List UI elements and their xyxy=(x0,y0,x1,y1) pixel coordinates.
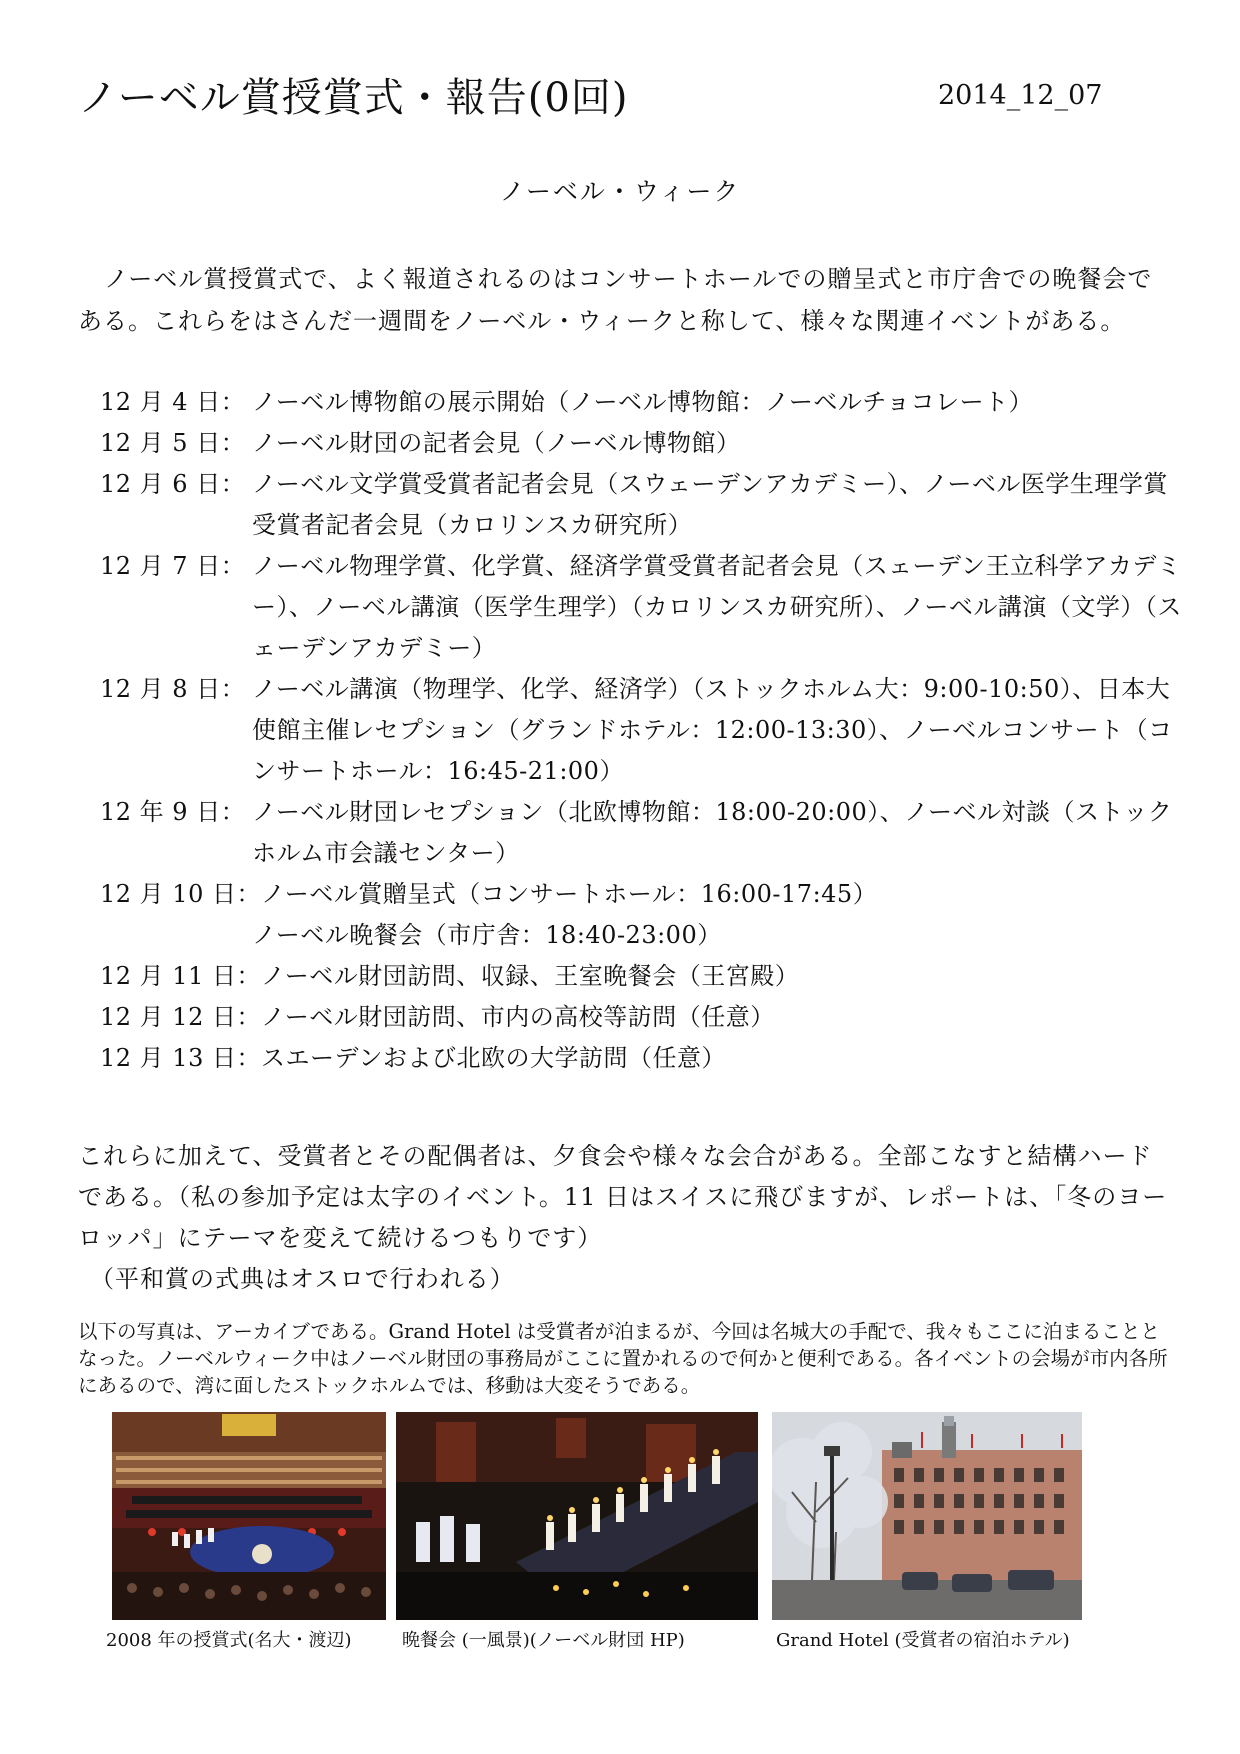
schedule-row xyxy=(100,423,1190,464)
intro-paragraph xyxy=(78,258,1168,342)
closing-text: これらに加えて、受賞者とその配偶者は、夕食会や様々な会合がある。全部こなすと結構ハードである。（私の参加予定は太字のイベント。11 日はスイスに飛びますが、レポートは、「冬のヨーロッパ」にテーマを変えて続けるつもりです） xyxy=(78,1142,1168,1252)
closing-paragraph xyxy=(78,1136,1168,1300)
schedule-event: ノーベル賞贈呈式（コンサートホール：16:00-17:45） xyxy=(260,880,878,908)
closing-note: （平和賞の式典はオスロで行われる） xyxy=(90,1265,515,1293)
schedule-event: ノーベル財団レセプション（北欧博物館：18:00-20:00）、ノーベル対談（ストックホルム市会議センター） xyxy=(252,798,1173,867)
schedule-event: ノーベル文学賞受賞者記者会見（スウェーデンアカデミー）、ノーベル医学生理学賞受賞者記者会見（カロリンスカ研究所） xyxy=(252,470,1168,539)
report-date: 2014_12_07 xyxy=(938,80,1103,111)
photo-note: 以下の写真は、アーカイブである。Grand Hotel は受賞者が泊まるが、今回は名城大の手配で、我々もここに泊まることとなった。ノーベルウィーク中はノーベル財団の事務局がここに置かれるので何かと便利である。各イベントの会場が市内各所にあるので、湾に面したストックホルムでは、移動は大変そうである。 xyxy=(78,1320,1168,1397)
schedule-row xyxy=(100,669,1190,792)
schedule-day: 12 月 8 日： xyxy=(100,675,246,703)
schedule-event: ノーベル財団訪問、収録、王室晩餐会（王宮殿） xyxy=(260,962,800,990)
schedule-row xyxy=(100,792,1190,874)
schedule-event: ノーベル財団の記者会見（ノーベル博物館） xyxy=(252,429,741,457)
schedule-day: 12 月 12 日： xyxy=(100,1003,261,1031)
schedule-row xyxy=(100,997,1190,1038)
award-ceremony-photo xyxy=(112,1412,386,1620)
award-ceremony-image xyxy=(112,1412,386,1620)
schedule-day: 12 月 4 日： xyxy=(100,388,246,416)
photo-caption: Grand Hotel (受賞者の宿泊ホテル) xyxy=(776,1630,1070,1651)
grand-hotel-image xyxy=(772,1412,1082,1620)
schedule-day: 12 月 6 日： xyxy=(100,470,246,498)
schedule-event: スエーデンおよび北欧の大学訪問（任意） xyxy=(260,1044,726,1072)
schedule-event: ノーベル財団訪問、市内の高校等訪問（任意） xyxy=(260,1003,775,1031)
schedule-day: 12 月 11 日： xyxy=(100,962,261,990)
schedule-row xyxy=(100,1038,1190,1079)
grand-hotel-photo xyxy=(772,1412,1082,1620)
schedule-day xyxy=(100,915,252,956)
schedule-day: 12 月 5 日： xyxy=(100,429,246,457)
schedule-day: 12 月 10 日： xyxy=(100,880,261,908)
schedule-day: 12 月 13 日： xyxy=(100,1044,261,1072)
schedule-event: ノーベル物理学賞、化学賞、経済学賞受賞者記者会見（スェーデン王立科学アカデミー）、ノーベル講演（医学生理学）（カロリンスカ研究所）、ノーベル講演（文学）（スェーデンアカデミー） xyxy=(252,552,1182,662)
schedule-row xyxy=(100,956,1190,997)
schedule-row xyxy=(100,874,1190,915)
schedule-day: 12 月 7 日： xyxy=(100,552,246,580)
banquet-photo xyxy=(396,1412,758,1620)
page-title: ノーベル賞授賞式・報告(0回) xyxy=(78,75,629,121)
banquet-image xyxy=(396,1412,758,1620)
schedule-row xyxy=(100,546,1190,669)
schedule-row xyxy=(100,382,1190,423)
intro-text: ノーベル賞授賞式で、よく報道されるのはコンサートホールでの贈呈式と市庁舎での晩餐会である。これらをはさんだ一週間をノーベル・ウィークと称して、様々な関連イベントがある。 xyxy=(78,265,1153,335)
section-heading: ノーベル・ウィーク xyxy=(499,177,741,206)
schedule-event: ノーベル晩餐会（市庁舎：18:40-23:00） xyxy=(252,921,722,949)
schedule-event: ノーベル講演（物理学、化学、経済学）（ストックホルム大：9:00-10:50）、日本大使館主催レセプション（グランドホテル：12:00-13:30）、ノーベルコンサート（コンサートホール：16:45-21:00） xyxy=(252,675,1173,785)
photo-caption: 晩餐会 (一風景)(ノーベル財団 HP) xyxy=(402,1630,685,1651)
schedule-list xyxy=(100,382,1190,1079)
schedule-row xyxy=(100,915,1190,956)
schedule-row xyxy=(100,464,1190,546)
photo-caption: 2008 年の授賞式(名大・渡辺) xyxy=(106,1630,352,1651)
schedule-day: 12 年 9 日： xyxy=(100,798,246,826)
schedule-event: ノーベル博物館の展示開始（ノーベル博物館：ノーベルチョコレート） xyxy=(252,388,1034,416)
